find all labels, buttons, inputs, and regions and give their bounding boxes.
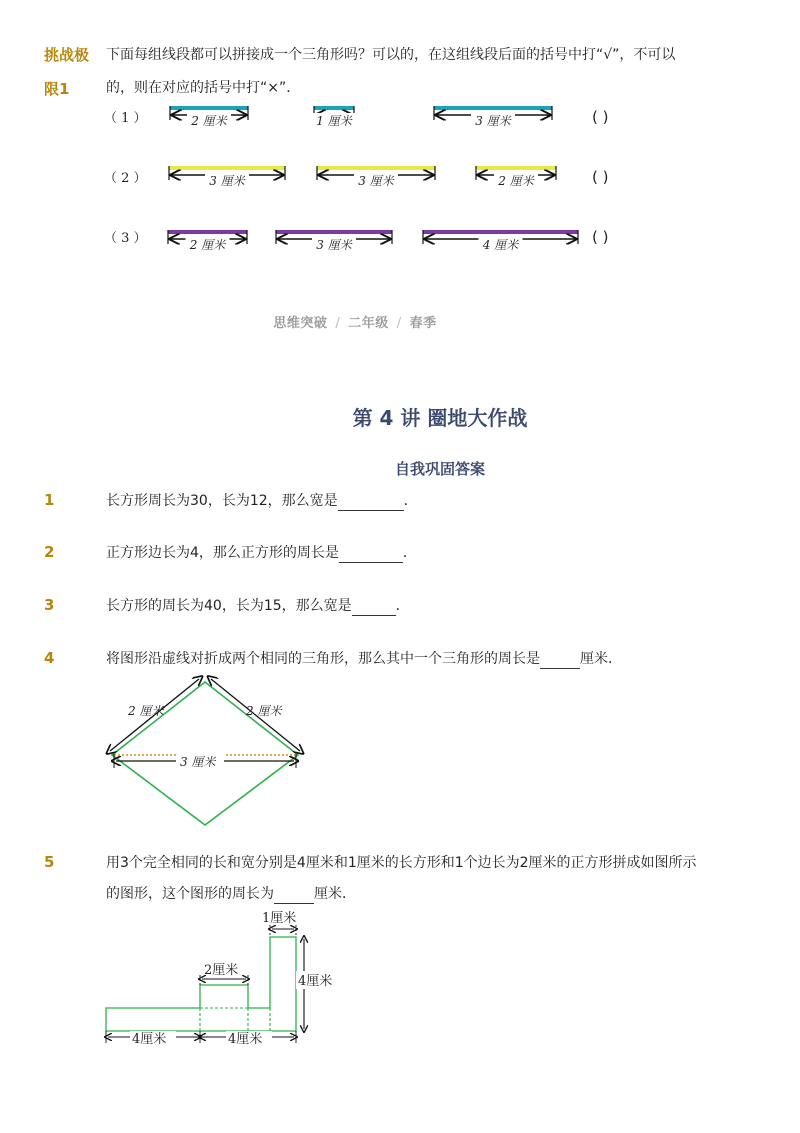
crumb-3: 春季 — [409, 316, 437, 331]
question-3-end: ． — [395, 598, 410, 614]
question-4-text — [106, 649, 622, 669]
segment-length-label: 2 厘米 — [191, 114, 227, 128]
challenge-prompt-line1: 下面每组线段都可以拼接成一个三角形吗？可以的，在这组线段后面的括号中打“√”，不可以 — [106, 47, 676, 63]
shape-outline-path — [106, 937, 296, 1031]
segments-figure — [0, 0, 800, 300]
label-small-square: 2厘米 — [204, 963, 239, 978]
label-bottom-right: 4厘米 — [228, 1032, 263, 1047]
figure-4-diamond — [100, 670, 320, 830]
label-left-edge: 2 厘米 — [128, 704, 164, 718]
question-5-number: 5 — [44, 853, 55, 871]
segment-bar — [170, 106, 248, 110]
answer-paren-1[interactable]: ( ) — [592, 108, 609, 126]
row-label-1: （ 1 ） — [104, 111, 147, 126]
segment-bar — [423, 230, 578, 234]
answer-paren-2[interactable]: ( ) — [592, 168, 609, 186]
question-2-text — [106, 543, 417, 563]
crumb-2: 二年级 — [348, 316, 389, 331]
segment-bar — [434, 106, 552, 110]
crumb-sep-2: / — [396, 316, 402, 331]
crumb-sep-1: / — [335, 316, 341, 331]
question-1-end: ． — [403, 493, 418, 509]
segment-length-label: 3 厘米 — [316, 238, 352, 252]
question-2-end: ． — [402, 545, 417, 561]
section-title: 自我巩固答案 — [394, 460, 485, 478]
question-5-stem: 的图形，这个图形的周长为 — [106, 886, 274, 902]
question-2-blank[interactable] — [339, 548, 403, 563]
segment-length-label: 3 厘米 — [475, 114, 511, 128]
question-4-end: 厘米． — [580, 651, 622, 667]
question-4-stem: 将图形沿虚线对折成两个相同的三角形，那么其中一个三角形的周长是 — [106, 651, 540, 667]
answer-paren-3[interactable]: ( ) — [592, 228, 609, 246]
question-3-stem: 长方形的周长为40，长为15，那么宽是 — [106, 598, 352, 614]
segment-bar — [276, 230, 392, 234]
question-3-text — [106, 596, 410, 616]
row-label-3: （ 3 ） — [104, 231, 147, 246]
segment-length-label: 2 厘米 — [189, 238, 226, 252]
segment-bar — [169, 166, 285, 170]
question-1-number: 1 — [44, 491, 55, 509]
label-square-top: 1厘米 — [262, 911, 297, 926]
question-5-line1: 用3个完全相同的长和宽分别是4厘米和1厘米的长方形和1个边长为2厘米的正方形拼成如图所示 — [106, 855, 697, 871]
question-5-line2 — [106, 884, 356, 904]
segment-bar — [317, 166, 435, 170]
label-diagonal: 3 厘米 — [180, 755, 216, 769]
segment-bar — [168, 230, 247, 234]
segment-length-label: 3 厘米 — [358, 174, 394, 188]
label-bottom-left: 4厘米 — [132, 1032, 167, 1047]
segment-bar — [314, 106, 354, 110]
question-1-blank[interactable] — [338, 496, 404, 511]
segment-length-label: 3 厘米 — [209, 174, 245, 188]
lecture-title: 第 4 讲 圈地大作战 — [352, 406, 528, 430]
segment-length-label: 4 厘米 — [482, 238, 519, 252]
challenge-prompt-line2: 的，则在对应的括号中打“×”． — [106, 80, 301, 96]
segment-length-label: 1 厘米 — [316, 114, 352, 128]
footer-breadcrumb — [0, 312, 710, 331]
row-label-2: （ 2 ） — [104, 171, 147, 186]
crumb-1: 思维突破 — [273, 316, 328, 331]
challenge-tag-line1: 挑战极 — [44, 46, 90, 64]
label-vertical: 4厘米 — [298, 974, 333, 989]
label-right-edge: 2 厘米 — [246, 704, 282, 718]
question-1-text — [106, 491, 418, 511]
question-5-end: 厘米． — [314, 886, 356, 902]
question-2-number: 2 — [44, 543, 55, 561]
question-3-blank[interactable] — [352, 601, 396, 616]
question-5-blank[interactable] — [274, 889, 314, 904]
segment-bar — [476, 166, 556, 170]
shape-outline — [106, 1008, 296, 1031]
segment-length-label: 2 厘米 — [498, 174, 534, 188]
question-1-stem: 长方形周长为30，长为12，那么宽是 — [106, 493, 338, 509]
figure-5-shape — [100, 905, 360, 1055]
challenge-tag-line2: 限1 — [44, 80, 70, 98]
question-4-blank[interactable] — [540, 654, 580, 669]
question-3-number: 3 — [44, 596, 55, 614]
question-2-stem: 正方形边长为4，那么正方形的周长是 — [106, 545, 339, 561]
question-4-number: 4 — [44, 649, 55, 667]
